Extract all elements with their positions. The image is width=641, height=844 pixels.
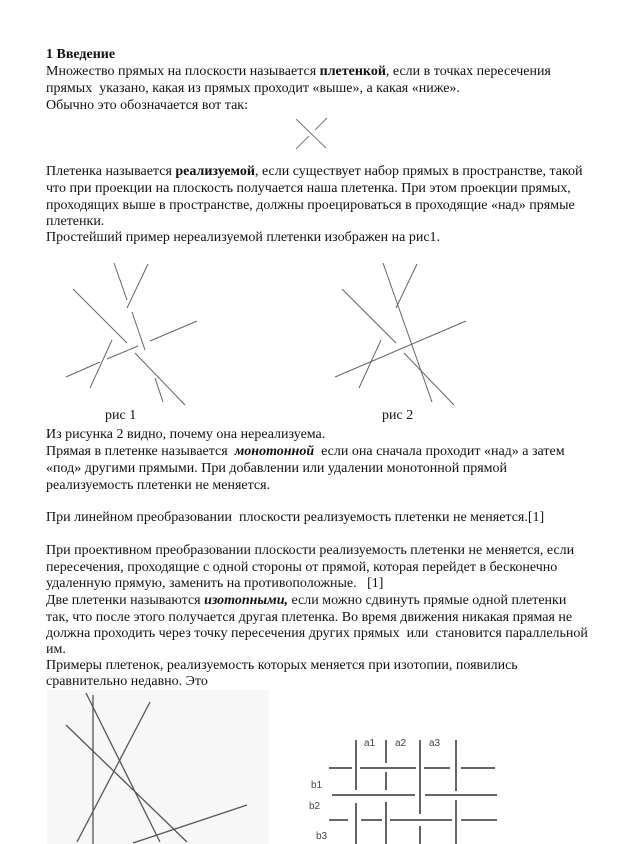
text-span: , если существует набор прямых в пространстве, такой: [254, 164, 583, 179]
text-span: что при проекции на плоскость получается наша плетенка. При этом проекции прямых,: [46, 181, 571, 196]
text-span: прямых указано, какая из прямых проходит «выше», а какая «ниже».: [46, 81, 460, 96]
text-span: удаленную прямую, заменить на противоположные. [1]: [46, 576, 384, 591]
text-span: так, что после этого получается другая плетенка. Во время движения никакая прямая не: [46, 610, 573, 625]
text-span: Простейший пример нереализуемой плетенки изображен на рис1.: [46, 230, 441, 245]
emphasized-term: монотонной: [234, 444, 315, 459]
emphasized-term: изотопными,: [204, 593, 289, 608]
text-span: если она сначала проходит «над» а затем: [314, 444, 565, 459]
text-span: Множество прямых на плоскости называется: [46, 64, 320, 79]
figure-3-background: [47, 690, 269, 844]
text-span: реализуемость плетенки не меняется.: [46, 478, 271, 493]
text-span: им.: [46, 642, 66, 657]
text-span: пересечения, проходящие с одной стороны от прямой, которая перейдет в бесконечно: [46, 560, 558, 575]
figure-4-grid: [329, 740, 497, 844]
text-span: Плетенка называется: [46, 164, 176, 179]
label-a3: a3: [429, 738, 441, 749]
text-span: Прямая в плетенке называется: [46, 444, 235, 459]
text-span: , если в точках пересечения: [385, 64, 551, 79]
label-b3: b3: [316, 831, 328, 842]
text-span: При проективном преобразовании плоскости реализуемость плетенки не меняется, если: [46, 543, 575, 558]
text-span: должна проходить через точку пересечения других прямых или становится параллельной: [46, 626, 588, 641]
text-span: проходящих выше в пространстве, должны проецироваться в проходящие «над» прямые: [46, 198, 575, 213]
text-span: плетенки.: [46, 214, 105, 229]
figure-2-braid: [335, 263, 466, 405]
text-span: если можно сдвинуть прямые одной плетенки: [288, 593, 567, 608]
label-a2: a2: [395, 738, 407, 749]
text-span: Две плетенки называются: [46, 593, 205, 608]
section-heading: 1 Введение: [46, 47, 116, 62]
figure-1-braid: [66, 263, 197, 405]
label-a1: a1: [364, 738, 376, 749]
label-b1: b1: [311, 780, 323, 791]
label-b2: b2: [309, 801, 321, 812]
emphasized-term: плетенкой: [319, 64, 386, 79]
text-span: «под» другими прямыми. При добавлении или удалении монотонной прямой: [46, 461, 508, 476]
text-span: Из рисунка 2 видно, почему она нереализуема.: [46, 427, 326, 442]
emphasized-term: реализуемой: [175, 164, 255, 179]
text-span: Примеры плетенок, реализуемость которых меняется при изотопии, появились: [46, 658, 518, 673]
text-span: Обычно это обозначается вот так:: [46, 98, 248, 113]
figure-1-caption: рис 1: [105, 408, 137, 423]
text-span: сравнительно недавно. Это: [46, 674, 208, 689]
figure-2-caption: рис 2: [382, 408, 414, 423]
text-span: При линейном преобразовании плоскости реализуемость плетенки не меняется.[1]: [46, 510, 545, 525]
crossing-symbol: [296, 118, 327, 149]
